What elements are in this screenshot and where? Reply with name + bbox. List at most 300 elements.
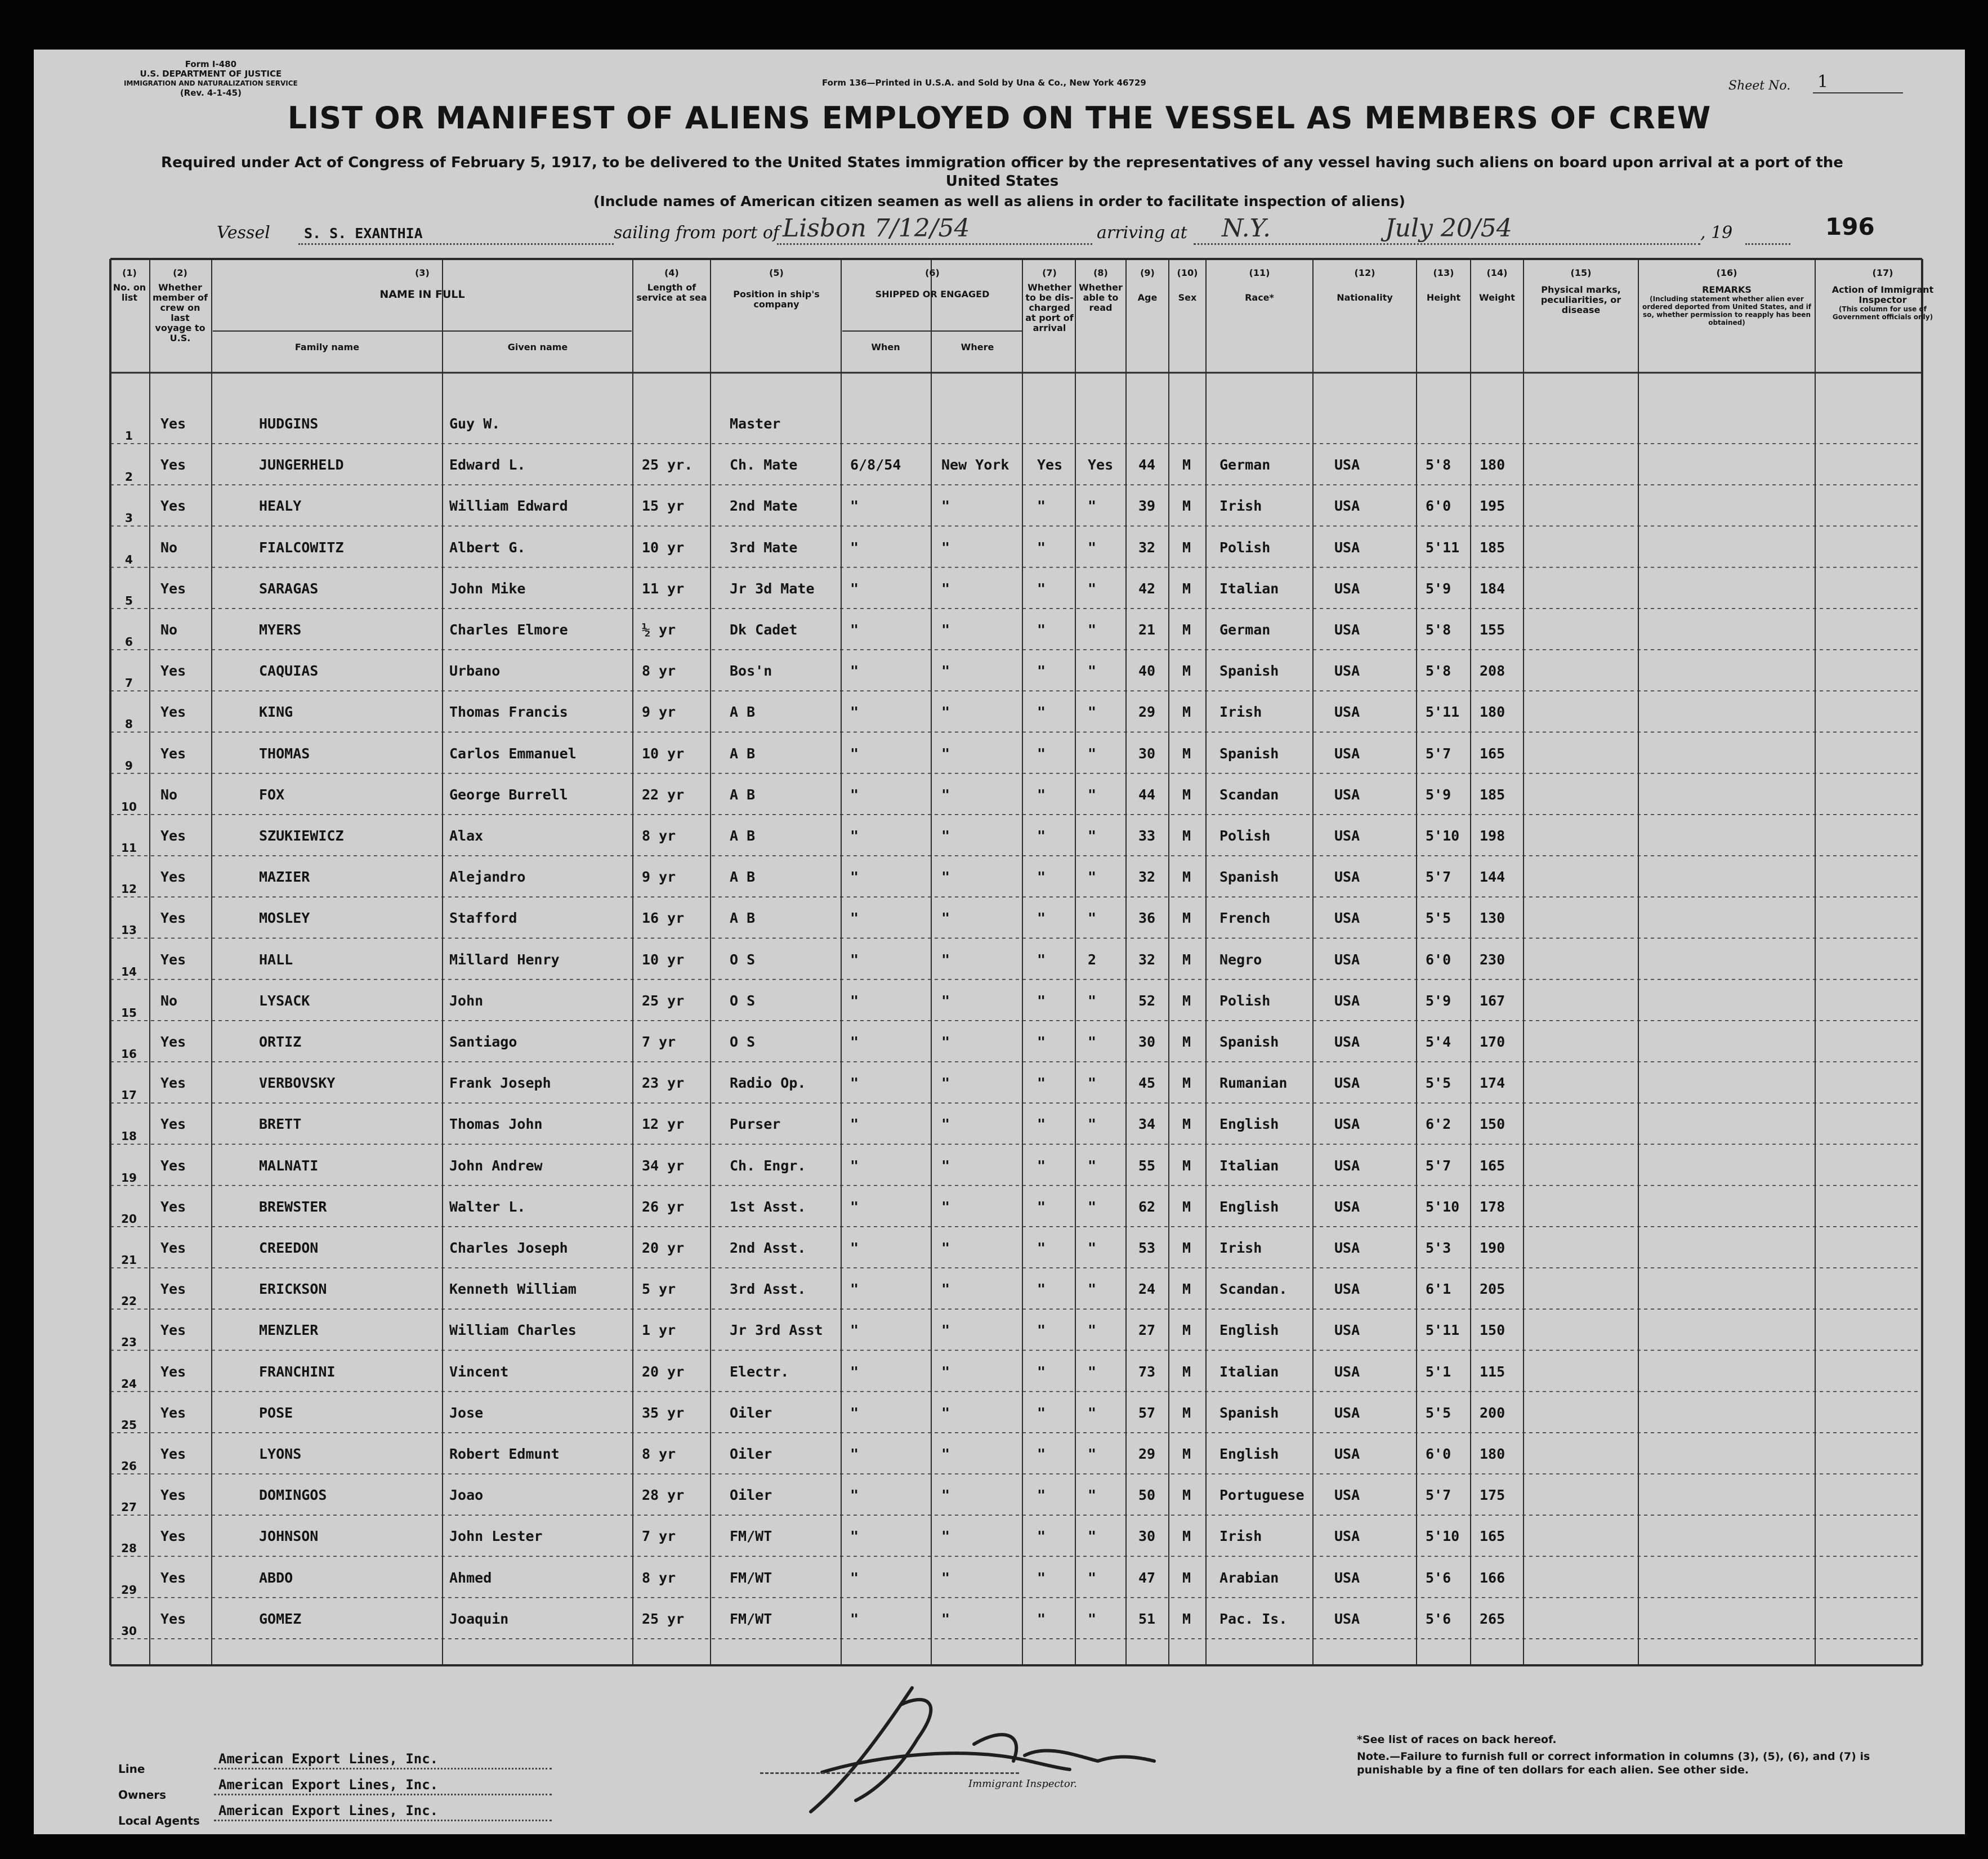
cell-family: MOSLEY: [259, 910, 310, 927]
cell-sex: M: [1182, 1569, 1191, 1586]
cell-age: 33: [1138, 828, 1156, 844]
cell-disch: ": [1037, 745, 1046, 762]
cell-position: A B: [730, 828, 756, 844]
cell-sex: M: [1182, 457, 1191, 473]
cell-nat: USA: [1334, 457, 1360, 473]
cell-nat: USA: [1334, 828, 1360, 844]
cell-when: ": [850, 869, 859, 886]
cell-family: MYERS: [259, 622, 302, 638]
cell-age: 32: [1138, 539, 1156, 556]
cell-weight: 184: [1480, 580, 1505, 597]
agents-label: Local Agents: [118, 1814, 200, 1827]
cell-family: BRETT: [259, 1116, 302, 1133]
cell-service: 10 yr: [642, 539, 685, 556]
page-subnote: (Include names of American citizen seamen as well as aliens in order to facilitate inspection of aliens): [593, 193, 1405, 209]
year-underline: [1745, 243, 1790, 245]
inspector-underline: [760, 1772, 1019, 1774]
cell-family: BREWSTER: [259, 1198, 327, 1215]
cell-given: William Edward: [449, 498, 568, 515]
cell-read: ": [1088, 580, 1097, 597]
cell-race: English: [1219, 1116, 1279, 1133]
cell-service: 16 yr: [642, 910, 685, 927]
cell-weight: 265: [1480, 1610, 1505, 1627]
cell-nat: USA: [1334, 1198, 1360, 1215]
cell-family: JOHNSON: [259, 1528, 319, 1545]
row-number: 22: [121, 1294, 137, 1308]
cell-height: 6'1: [1426, 1281, 1451, 1298]
cell-disch: ": [1037, 1034, 1046, 1050]
row-number: 6: [125, 635, 133, 649]
cell-sex: M: [1182, 663, 1191, 680]
cell-weight: 205: [1480, 1281, 1505, 1298]
cell-position: Oiler: [730, 1404, 772, 1421]
cell-when: ": [850, 498, 859, 515]
cell-weight: 165: [1480, 745, 1505, 762]
cell-when: ": [850, 910, 859, 927]
cell-height: 5'10: [1426, 1528, 1460, 1545]
cell-read: ": [1088, 786, 1097, 803]
cell-race: Polish: [1219, 539, 1271, 556]
cell-position: Ch. Engr.: [730, 1157, 806, 1174]
sheet-rule: [1813, 92, 1903, 93]
cell-given: Guy W.: [449, 415, 501, 432]
cell-service: 10 yr: [642, 951, 685, 968]
cell-weight: 175: [1480, 1487, 1505, 1504]
cell-age: 27: [1138, 1322, 1156, 1339]
cell-sex: M: [1182, 1528, 1191, 1545]
cell-family: SARAGAS: [259, 580, 319, 597]
cell-where: ": [941, 1569, 950, 1586]
cell-position: Bos'n: [730, 663, 772, 680]
col11-header: (11) Race*: [1245, 267, 1274, 303]
cell-when: ": [850, 1404, 859, 1421]
cell-given: Santiago: [449, 1034, 517, 1050]
cell-when: ": [850, 1075, 859, 1092]
cell-service: 7 yr: [642, 1528, 676, 1545]
cell-sex: M: [1182, 1157, 1191, 1174]
inspector-signature: [732, 1671, 1239, 1829]
cell-nat: USA: [1334, 1116, 1360, 1133]
cell-given: Edward L.: [449, 457, 526, 473]
department: U.S. DEPARTMENT OF JUSTICE: [140, 69, 282, 79]
cell-height: 6'0: [1426, 1446, 1451, 1462]
cell-nat: USA: [1334, 1487, 1360, 1504]
cell-race: Irish: [1219, 1240, 1262, 1256]
cell-read: ": [1088, 704, 1097, 721]
cell-read: ": [1088, 1240, 1097, 1256]
cell-last: Yes: [160, 1281, 186, 1298]
cell-nat: USA: [1334, 704, 1360, 721]
cell-nat: USA: [1334, 663, 1360, 680]
cell-height: 5'9: [1426, 580, 1451, 597]
cell-last: Yes: [160, 580, 186, 597]
arrival-date: July 20/54: [1385, 214, 1512, 243]
row-number: 9: [125, 758, 133, 772]
cell-sex: M: [1182, 1322, 1191, 1339]
cell-family: ERICKSON: [259, 1281, 327, 1298]
cell-read: ": [1088, 1157, 1097, 1174]
cell-last: Yes: [160, 1157, 186, 1174]
cell-given: Albert G.: [449, 539, 526, 556]
cell-weight: 200: [1480, 1404, 1505, 1421]
cell-family: VERBOVSKY: [259, 1075, 336, 1092]
col15-header: (15) Physical marks, peculiarities, or disease: [1540, 267, 1621, 315]
cell-race: Scandan.: [1219, 1281, 1288, 1298]
row-number: 14: [121, 964, 137, 978]
cell-nat: USA: [1334, 1528, 1360, 1545]
cell-service: 8 yr: [642, 828, 676, 844]
cell-nat: USA: [1334, 1034, 1360, 1050]
cell-disch: ": [1037, 1487, 1046, 1504]
cell-given: William Charles: [449, 1322, 577, 1339]
cell-sex: M: [1182, 1487, 1191, 1504]
cell-read: ": [1088, 1363, 1097, 1380]
owners-value: American Export Lines, Inc.: [218, 1777, 439, 1793]
cell-when: ": [850, 1281, 859, 1298]
cell-family: ORTIZ: [259, 1034, 302, 1050]
cell-last: Yes: [160, 1198, 186, 1215]
cell-disch: ": [1037, 498, 1046, 515]
cell-given: Robert Edmunt: [449, 1446, 560, 1462]
cell-family: JUNGERHELD: [259, 457, 344, 473]
col6-where-header: Where: [961, 342, 994, 352]
cell-height: 5'4: [1426, 1034, 1451, 1050]
cell-where: New York: [941, 457, 1009, 473]
cell-height: 6'0: [1426, 498, 1451, 515]
row-number: 17: [121, 1088, 137, 1102]
cell-nat: USA: [1334, 1446, 1360, 1462]
cell-weight: 178: [1480, 1198, 1505, 1215]
cell-family: LYSACK: [259, 992, 310, 1009]
cell-position: Electr.: [730, 1363, 789, 1380]
cell-nat: USA: [1334, 1569, 1360, 1586]
cell-family: HALL: [259, 951, 293, 968]
cell-race: Italian: [1219, 1157, 1279, 1174]
cell-family: GOMEZ: [259, 1610, 302, 1627]
row-number: 2: [125, 470, 133, 484]
cell-disch: ": [1037, 1322, 1046, 1339]
printer-line: Form 136—Printed in U.S.A. and Sold by Una & Co., New York 46729: [822, 78, 1146, 88]
cell-where: ": [941, 580, 950, 597]
cell-weight: 150: [1480, 1322, 1505, 1339]
cell-when: ": [850, 1487, 859, 1504]
cell-given: Ahmed: [449, 1569, 492, 1586]
cell-race: Scandan: [1219, 786, 1279, 803]
cell-when: ": [850, 1322, 859, 1339]
cell-family: SZUKIEWICZ: [259, 828, 344, 844]
cell-when: ": [850, 1157, 859, 1174]
cell-race: French: [1219, 910, 1271, 927]
cell-last: Yes: [160, 415, 186, 432]
cell-nat: USA: [1334, 1075, 1360, 1092]
cell-race: Rumanian: [1219, 1075, 1288, 1092]
cell-nat: USA: [1334, 580, 1360, 597]
owners-underline: [214, 1794, 552, 1795]
cell-age: 62: [1138, 1198, 1156, 1215]
cell-last: Yes: [160, 1034, 186, 1050]
cell-read: ": [1088, 622, 1097, 638]
cell-disch: ": [1037, 1610, 1046, 1627]
cell-height: 5'7: [1426, 869, 1451, 886]
cell-last: Yes: [160, 457, 186, 473]
cell-when: ": [850, 745, 859, 762]
cell-position: A B: [730, 704, 756, 721]
cell-weight: 155: [1480, 622, 1505, 638]
cell-service: 20 yr: [642, 1240, 685, 1256]
cell-given: Charles Joseph: [449, 1240, 568, 1256]
cell-height: 5'7: [1426, 745, 1451, 762]
row-number: 20: [121, 1212, 137, 1226]
form-number: Form I-480: [185, 59, 237, 69]
cell-position: 1st Asst.: [730, 1198, 806, 1215]
cell-given: John Lester: [449, 1528, 543, 1545]
cell-family: MAZIER: [259, 869, 310, 886]
cell-position: A B: [730, 786, 756, 803]
cell-position: A B: [730, 910, 756, 927]
cell-height: 5'9: [1426, 992, 1451, 1009]
cell-disch: ": [1037, 1363, 1046, 1380]
cell-height: 5'3: [1426, 1240, 1451, 1256]
row-number: 10: [121, 799, 137, 814]
cell-position: O S: [730, 1034, 756, 1050]
cell-race: Pac. Is.: [1219, 1610, 1288, 1627]
cell-nat: USA: [1334, 1281, 1360, 1298]
cell-read: ": [1088, 539, 1097, 556]
cell-read: ": [1088, 1034, 1097, 1050]
cell-where: ": [941, 1404, 950, 1421]
cell-service: 22 yr: [642, 786, 685, 803]
cell-race: Portuguese: [1219, 1487, 1305, 1504]
vessel-underline: [298, 243, 614, 245]
cell-weight: 180: [1480, 704, 1505, 721]
cell-position: FM/WT: [730, 1528, 772, 1545]
cell-race: Polish: [1219, 828, 1271, 844]
cell-when: ": [850, 663, 859, 680]
row-number: 23: [121, 1335, 137, 1349]
cell-family: LYONS: [259, 1446, 302, 1462]
cell-age: 29: [1138, 1446, 1156, 1462]
sailing-label: sailing from port of: [614, 223, 779, 243]
cell-nat: USA: [1334, 539, 1360, 556]
cell-height: 6'2: [1426, 1116, 1451, 1133]
cell-last: Yes: [160, 951, 186, 968]
col5-header: (5) Position in ship's company: [733, 267, 820, 310]
cell-weight: 167: [1480, 992, 1505, 1009]
cell-race: Spanish: [1219, 869, 1279, 886]
cell-read: ": [1088, 1446, 1097, 1462]
cell-family: KING: [259, 704, 293, 721]
cell-position: Jr 3d Mate: [730, 580, 815, 597]
cell-where: ": [941, 1363, 950, 1380]
cell-service: 12 yr: [642, 1116, 685, 1133]
cell-service: 20 yr: [642, 1363, 685, 1380]
cell-service: 25 yr.: [642, 457, 693, 473]
cell-disch: ": [1037, 539, 1046, 556]
cell-height: 5'5: [1426, 1075, 1451, 1092]
cell-disch: ": [1037, 992, 1046, 1009]
cell-disch: ": [1037, 786, 1046, 803]
cell-age: 73: [1138, 1363, 1156, 1380]
cell-service: 25 yr: [642, 1610, 685, 1627]
cell-sex: M: [1182, 498, 1191, 515]
cell-family: MENZLER: [259, 1322, 319, 1339]
cell-last: Yes: [160, 1404, 186, 1421]
cell-sex: M: [1182, 1116, 1191, 1133]
cell-height: 5'10: [1426, 1198, 1460, 1215]
cell-position: 3rd Mate: [730, 539, 798, 556]
cell-age: 44: [1138, 457, 1156, 473]
cell-where: ": [941, 1075, 950, 1092]
cell-age: 45: [1138, 1075, 1156, 1092]
cell-family: HEALY: [259, 498, 302, 515]
cell-service: 5 yr: [642, 1281, 676, 1298]
cell-disch: ": [1037, 1404, 1046, 1421]
row-number: 12: [121, 882, 137, 896]
cell-sex: M: [1182, 1363, 1191, 1380]
row-number: 3: [125, 511, 133, 525]
cell-service: 9 yr: [642, 704, 676, 721]
cell-when: ": [850, 1446, 859, 1462]
cell-when: ": [850, 1528, 859, 1545]
cell-when: ": [850, 1116, 859, 1133]
cell-age: 55: [1138, 1157, 1156, 1174]
cell-disch: ": [1037, 580, 1046, 597]
cell-when: ": [850, 951, 859, 968]
cell-position: Dk Cadet: [730, 622, 798, 638]
cell-nat: USA: [1334, 498, 1360, 515]
row-number: 16: [121, 1047, 137, 1061]
cell-service: 8 yr: [642, 1446, 676, 1462]
cell-disch: ": [1037, 951, 1046, 968]
cell-sex: M: [1182, 951, 1191, 968]
cell-height: 5'11: [1426, 704, 1460, 721]
cell-height: 5'5: [1426, 910, 1451, 927]
cell-age: 21: [1138, 622, 1156, 638]
row-number: 5: [125, 593, 133, 607]
cell-sex: M: [1182, 1075, 1191, 1092]
cell-when: ": [850, 539, 859, 556]
cell-age: 30: [1138, 1528, 1156, 1545]
col4-header: (4) Length of service at sea: [636, 267, 707, 303]
cell-service: 26 yr: [642, 1198, 685, 1215]
agents-underline: [214, 1820, 552, 1821]
col10-header: (10) Sex: [1177, 267, 1198, 303]
cell-last: Yes: [160, 745, 186, 762]
sheet-label: Sheet No.: [1728, 79, 1791, 93]
cell-read: ": [1088, 663, 1097, 680]
cell-family: HUDGINS: [259, 415, 319, 432]
cell-last: Yes: [160, 1240, 186, 1256]
page-number: 196: [1825, 213, 1875, 240]
cell-age: 57: [1138, 1404, 1156, 1421]
cell-last: Yes: [160, 1075, 186, 1092]
cell-age: 44: [1138, 786, 1156, 803]
cell-read: 2: [1088, 951, 1097, 968]
cell-disch: ": [1037, 1569, 1046, 1586]
cell-sex: M: [1182, 704, 1191, 721]
cell-disch: ": [1037, 1198, 1046, 1215]
cell-age: 30: [1138, 745, 1156, 762]
cell-position: A B: [730, 745, 756, 762]
cell-weight: 130: [1480, 910, 1505, 927]
cell-family: CAQUIAS: [259, 663, 319, 680]
cell-last: Yes: [160, 1446, 186, 1462]
vessel-label: Vessel: [217, 223, 270, 243]
cell-when: ": [850, 1569, 859, 1586]
cell-weight: 185: [1480, 539, 1505, 556]
col7-header: (7) Whether to be dis-charged at port of arrival: [1025, 267, 1074, 333]
cell-age: 32: [1138, 869, 1156, 886]
cell-given: John: [449, 992, 484, 1009]
row-number: 4: [125, 552, 133, 566]
cell-disch: ": [1037, 1528, 1046, 1545]
cell-given: Joaquin: [449, 1610, 509, 1627]
row-number: 27: [121, 1500, 137, 1514]
cell-position: Master: [730, 415, 781, 432]
col3-given-header: Given name: [507, 342, 568, 352]
cell-sex: M: [1182, 1404, 1191, 1421]
cell-disch: ": [1037, 828, 1046, 844]
cell-race: Spanish: [1219, 663, 1279, 680]
cell-weight: 150: [1480, 1116, 1505, 1133]
cell-height: 5'8: [1426, 457, 1451, 473]
cell-height: 5'11: [1426, 1322, 1460, 1339]
cell-age: 50: [1138, 1487, 1156, 1504]
line-label: Line: [118, 1762, 145, 1776]
cell-nat: USA: [1334, 1363, 1360, 1380]
cell-nat: USA: [1334, 622, 1360, 638]
cell-read: ": [1088, 869, 1097, 886]
cell-service: 35 yr: [642, 1404, 685, 1421]
vessel-name: S. S. EXANTHIA: [304, 225, 423, 242]
cell-weight: 174: [1480, 1075, 1505, 1092]
cell-given: Jose: [449, 1404, 484, 1421]
row-number: 1: [125, 429, 133, 443]
cell-when: ": [850, 1363, 859, 1380]
cell-race: Italian: [1219, 1363, 1279, 1380]
cell-race: Irish: [1219, 704, 1262, 721]
cell-age: 36: [1138, 910, 1156, 927]
sailing-underline: [777, 243, 1092, 245]
cell-position: Purser: [730, 1116, 781, 1133]
col6-when-header: When: [871, 342, 900, 352]
row-number: 19: [121, 1170, 137, 1185]
col3-family-header: Family name: [294, 342, 360, 352]
col13-header: (13) Height: [1426, 267, 1461, 303]
cell-position: Radio Op.: [730, 1075, 806, 1092]
row-number: 15: [121, 1006, 137, 1020]
cell-position: Oiler: [730, 1487, 772, 1504]
cell-position: 2nd Asst.: [730, 1240, 806, 1256]
row-number: 7: [125, 676, 133, 690]
cell-age: 42: [1138, 580, 1156, 597]
cell-family: MALNATI: [259, 1157, 319, 1174]
cell-where: ": [941, 1446, 950, 1462]
cell-last: Yes: [160, 1322, 186, 1339]
cell-service: 10 yr: [642, 745, 685, 762]
cell-position: FM/WT: [730, 1569, 772, 1586]
cell-where: ": [941, 951, 950, 968]
cell-where: ": [941, 622, 950, 638]
cell-sex: M: [1182, 1446, 1191, 1462]
cell-family: ABDO: [259, 1569, 293, 1586]
row-number: 8: [125, 717, 133, 731]
cell-where: ": [941, 539, 950, 556]
arriving-underline: [1194, 243, 1700, 245]
col12-header: (12) Nationality: [1337, 267, 1393, 303]
row-number: 24: [121, 1377, 137, 1391]
cell-given: Thomas Francis: [449, 704, 568, 721]
